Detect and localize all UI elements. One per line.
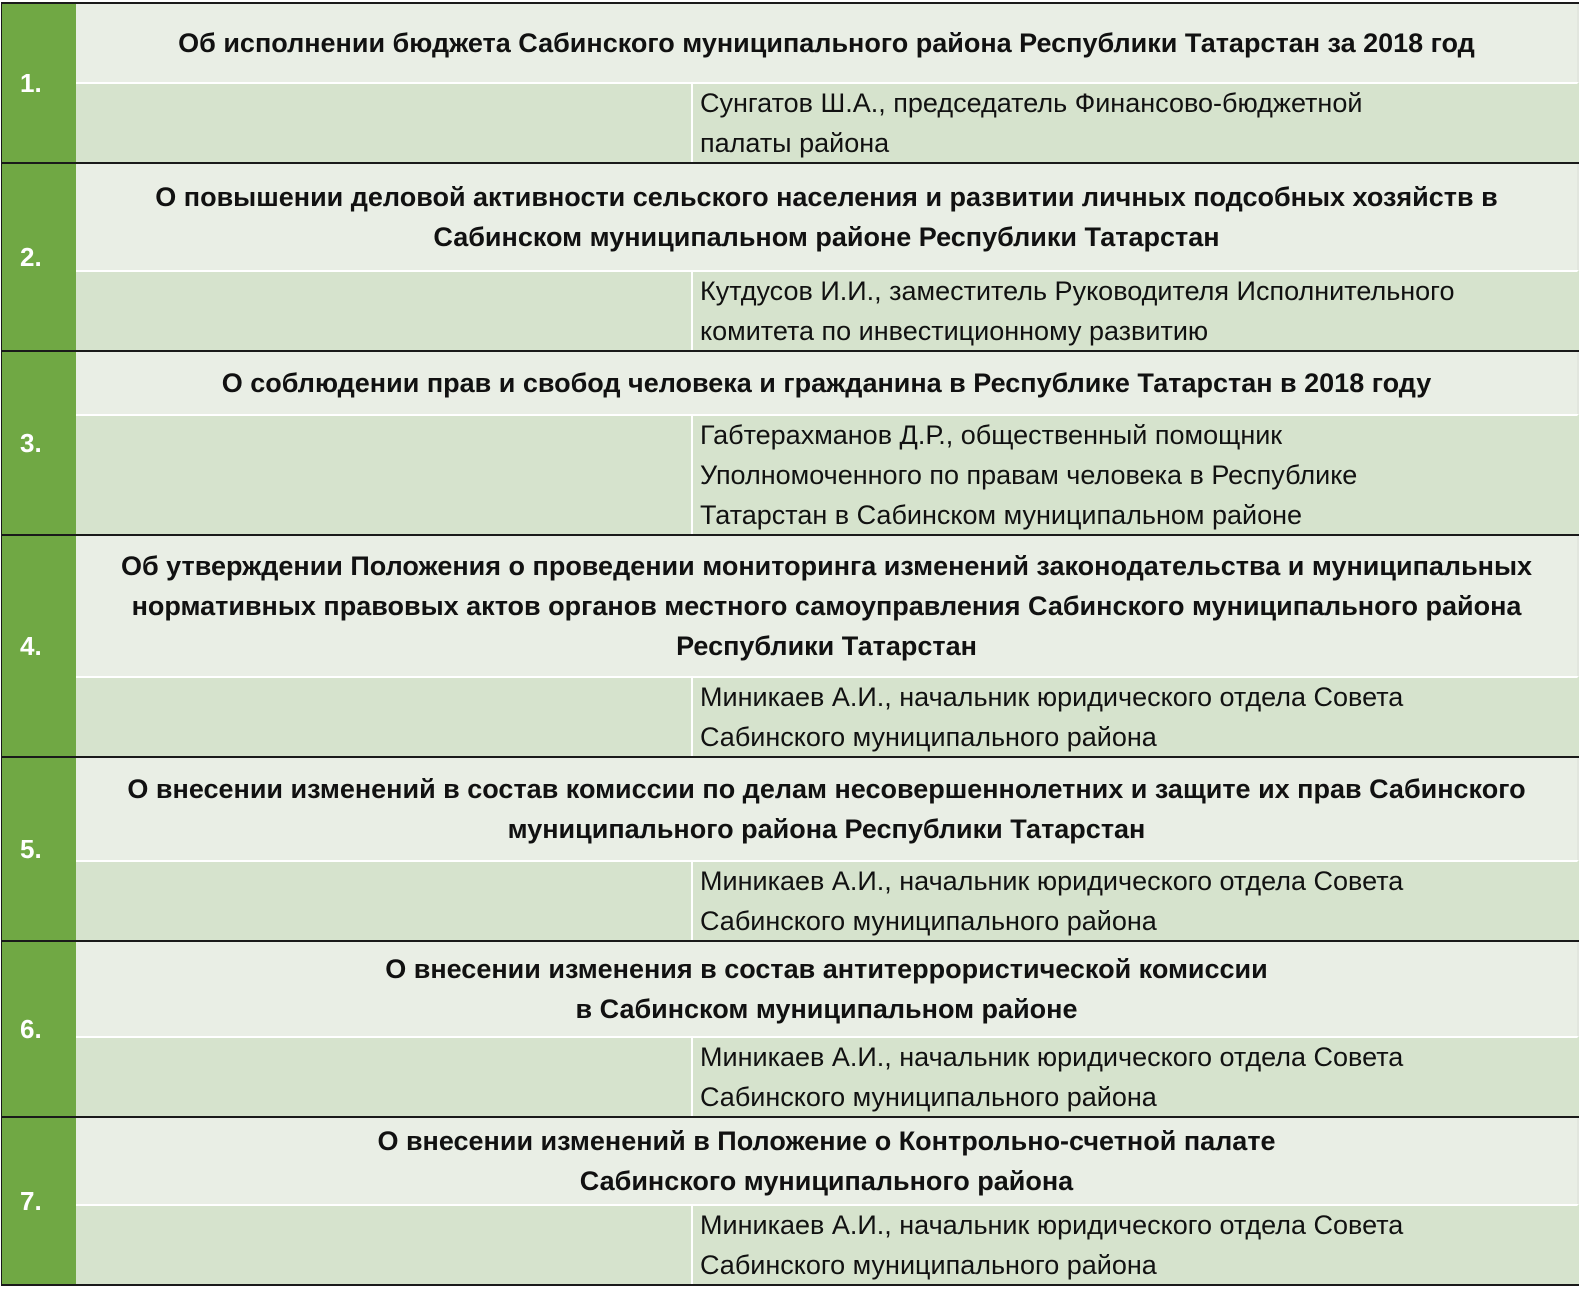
item-title-cell — [76, 758, 1579, 860]
item-title: О соблюдении прав и свобод человека и гражданина в Республике Татарстан в 2018 году — [221, 368, 1432, 398]
speaker-text: Кутдусов И.И., заместитель Руководителя Исполнительного комитета по инвестиционному развитию — [700, 276, 1455, 346]
item-title: О повышении деловой активности сельского населения и развитии личных подсобных хозяйств в Сабинском муниципальном районе Республики Татарстан — [155, 182, 1498, 252]
item-body — [76, 942, 1579, 1116]
speaker-blank-cell — [76, 1206, 693, 1284]
item-body — [76, 758, 1579, 940]
speaker-cell — [693, 862, 1577, 940]
item-number: 5. — [1, 758, 76, 940]
item-title-cell — [76, 536, 1579, 676]
agenda-table — [1, 2, 1579, 1286]
item-number: 6. — [1, 942, 76, 1116]
speaker-text: Миникаев А.И., начальник юридического отдела Совета Сабинского муниципального района — [700, 1210, 1404, 1280]
item-number: 1. — [1, 4, 76, 162]
agenda-item-4 — [1, 534, 1579, 756]
item-number: 3. — [1, 352, 76, 534]
speaker-text: Миникаев А.И., начальник юридического отдела Совета Сабинского муниципального района — [700, 866, 1404, 936]
item-speaker-row — [76, 82, 1579, 162]
agenda-item-7 — [1, 1116, 1579, 1286]
speaker-text: Габтерахманов Д.Р., общественный помощник Уполномоченного по правам человека в Республике Татарстан в Сабинском муниципальном районе — [700, 420, 1358, 530]
speaker-text: Миникаев А.И., начальник юридического отдела Совета Сабинского муниципального района — [700, 1042, 1404, 1112]
agenda-item-1 — [1, 2, 1579, 162]
item-number: 2. — [1, 164, 76, 350]
item-title: Об утверждении Положения о проведении мониторинга изменений законодательства и муниципальных нормативных правовых актов органов местного самоуправления Сабинского муниципального района Республики Татарстан — [120, 551, 1533, 661]
speaker-cell — [693, 678, 1577, 756]
item-body — [76, 352, 1579, 534]
item-speaker-row — [76, 1036, 1579, 1116]
item-speaker-row — [76, 414, 1579, 534]
speaker-cell — [693, 84, 1577, 162]
item-title-cell — [76, 1118, 1579, 1204]
agenda-item-3 — [1, 350, 1579, 534]
agenda-item-6 — [1, 940, 1579, 1116]
item-body — [76, 1118, 1579, 1284]
speaker-blank-cell — [76, 678, 693, 756]
speaker-cell — [693, 272, 1577, 350]
item-number: 4. — [1, 536, 76, 756]
speaker-blank-cell — [76, 862, 693, 940]
item-title: О внесении изменений в состав комиссии по делам несовершеннолетних и защите их прав Сабинского муниципального района Республики Татарстан — [127, 774, 1526, 844]
speaker-cell — [693, 416, 1577, 534]
item-speaker-row — [76, 860, 1579, 940]
agenda-item-5 — [1, 756, 1579, 940]
speaker-blank-cell — [76, 416, 693, 534]
speaker-cell — [693, 1038, 1577, 1116]
item-title-cell — [76, 4, 1579, 82]
item-title: Об исполнении бюджета Сабинского муниципального района Республики Татарстан за 2018 год — [178, 28, 1475, 58]
item-body — [76, 536, 1579, 756]
item-speaker-row — [76, 676, 1579, 756]
speaker-blank-cell — [76, 272, 693, 350]
speaker-text: Миникаев А.И., начальник юридического отдела Совета Сабинского муниципального района — [700, 682, 1404, 752]
item-speaker-row — [76, 1204, 1579, 1284]
speaker-text: Сунгатов Ш.А., председатель Финансово-бюджетной палаты района — [700, 88, 1363, 158]
item-body — [76, 4, 1579, 162]
item-title-cell — [76, 352, 1579, 414]
item-body — [76, 164, 1579, 350]
item-title: О внесении изменения в состав антитеррористической комиссии в Сабинском муниципальном районе — [385, 954, 1268, 1024]
item-speaker-row — [76, 270, 1579, 350]
item-title-cell — [76, 164, 1579, 270]
item-title-cell — [76, 942, 1579, 1036]
item-number: 7. — [1, 1118, 76, 1284]
speaker-cell — [693, 1206, 1577, 1284]
speaker-blank-cell — [76, 1038, 693, 1116]
speaker-blank-cell — [76, 84, 693, 162]
agenda-item-2 — [1, 162, 1579, 350]
item-title: О внесении изменений в Положение о Контрольно-счетной палате Сабинского муниципального района — [377, 1126, 1276, 1196]
